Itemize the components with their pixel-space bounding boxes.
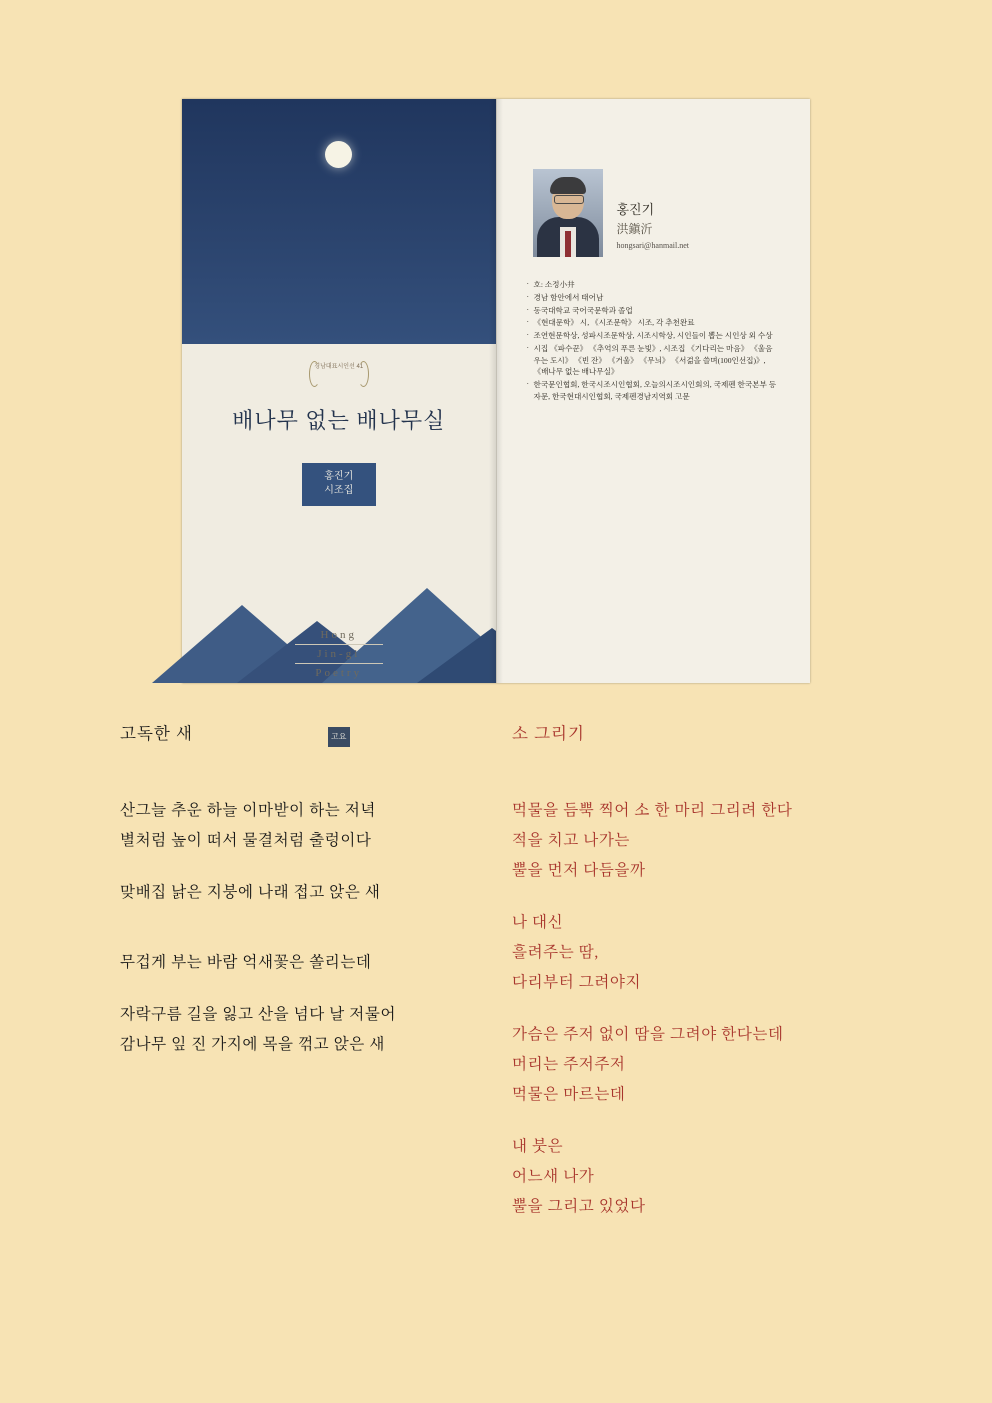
poem-left-stanza: [120, 878, 480, 908]
poem-right-title: 소 그리기: [512, 724, 585, 743]
laurel-left-icon: [309, 361, 320, 387]
poem-line: 가슴은 주저 없이 땀을 그려야 한다는데: [512, 1026, 784, 1043]
poem-right-stanza: [512, 908, 932, 998]
book-front-cover: [182, 99, 496, 741]
award-badge-label: 경남대표시인선 41: [314, 364, 364, 370]
author-name-block: [617, 199, 689, 250]
portrait-hair: [550, 177, 586, 194]
author-email: hongsari@hanmail.net: [616, 241, 689, 250]
poem-left-stanza: [120, 948, 480, 978]
bio-item: · 조연현문학상, 성파시조문학상, 시조시학상, 시인들이 뽑는 시인상 외 수상: [527, 330, 777, 342]
laurel-right-icon: [358, 361, 369, 387]
poem-line: 감나무 잎 진 가지에 목을 꺾고 앉은 새: [120, 1036, 385, 1053]
bio-item: · 한국문인협회, 한국시조시인협회, 오늘의시조시인회의, 국제펜 한국본부 등 자문, 한국현대시인협회, 국제펜경남지역회 고문: [527, 379, 777, 403]
poem-line: 뿔을 그리고 있었다: [512, 1198, 646, 1215]
poem-line: 자락구름 길을 잃고 산을 넘다 날 저물어: [120, 1006, 397, 1023]
cover-sky: [182, 99, 496, 344]
book-author-tag: [302, 463, 376, 506]
poem-line: 무겁게 부는 바람 억새꽃은 쏠리는데: [120, 954, 372, 971]
poem-left-stanza: [120, 796, 480, 856]
poem-left-title: 고독한 새: [120, 724, 193, 743]
poem-left-stanza: [120, 1000, 480, 1060]
author-biography: [527, 279, 777, 404]
poem-line: 흘려주는 땀,: [512, 944, 599, 961]
poem-line: 먹물은 마르는데: [512, 1086, 626, 1103]
romanized-line-2: Jin-gi: [295, 645, 383, 664]
poem-right: [512, 720, 932, 1244]
book-author-tag-genre: 시조집: [324, 485, 354, 496]
poem-line: 별처럼 높이 떠서 물결처럼 출렁이다: [120, 832, 372, 849]
poem-line: 적을 치고 나가는: [512, 832, 630, 849]
romanized-line-3: Poetry: [315, 667, 363, 679]
portrait-tie: [565, 231, 571, 257]
bio-item: · 호: 소정小井: [527, 279, 777, 291]
award-badge: [307, 357, 371, 391]
poem-line: 산그늘 추운 하늘 이마받이 하는 저녁: [120, 802, 376, 819]
romanized-line-1: Hong: [295, 626, 383, 645]
poem-line: 머리는 주저주저: [512, 1056, 626, 1073]
portrait-glasses-icon: [554, 195, 584, 204]
author-name-hanja: 洪鎭沂: [616, 222, 653, 236]
poem-right-stanza: [512, 796, 932, 886]
romanized-name-block: [295, 626, 383, 682]
poem-line: 다리부터 그려야지: [512, 974, 642, 991]
bio-item: · 동국대학교 국어국문학과 졸업: [527, 305, 777, 317]
poem-line: 내 붓은: [512, 1138, 564, 1155]
poem-right-stanza: [512, 1020, 932, 1110]
book-author-tag-name: 홍진기: [324, 471, 354, 482]
bio-item: · 경남 함안에서 태어남: [527, 292, 777, 304]
poem-line: 어느새 나가: [512, 1168, 595, 1185]
bio-item: · 《현대문학》 시, 《시조문학》 시조, 각 추천완료: [527, 317, 777, 329]
bio-item: · 시집 《파수꾼》 《추억의 푸른 눈빛》, 시조집 《기다리는 마음》 《울음 우는 도시》 《빈 잔》 《거울》 《무늬》 《서걺을 쓸며(100인선집)》, 《배나무 없는 배나무실》: [527, 343, 777, 378]
book-author-flap: [496, 99, 811, 683]
poem-line: 먹물을 듬뿍 찍어 소 한 마리 그리려 한다: [512, 802, 793, 819]
poem-right-stanza: [512, 1132, 932, 1222]
author-portrait: [533, 169, 603, 257]
poem-line: 나 대신: [512, 914, 564, 931]
poem-line: 맞배집 낡은 지붕에 나래 접고 앉은 새: [120, 884, 381, 901]
moon-icon: [325, 141, 352, 168]
book-title: 배나무 없는 배나무실: [232, 408, 446, 433]
author-name-korean: 홍진기: [616, 202, 655, 217]
poem-left: [120, 720, 480, 1082]
poem-line: 뿔을 먼저 다듬을까: [512, 862, 646, 879]
publisher-logo: 고요: [328, 727, 350, 747]
